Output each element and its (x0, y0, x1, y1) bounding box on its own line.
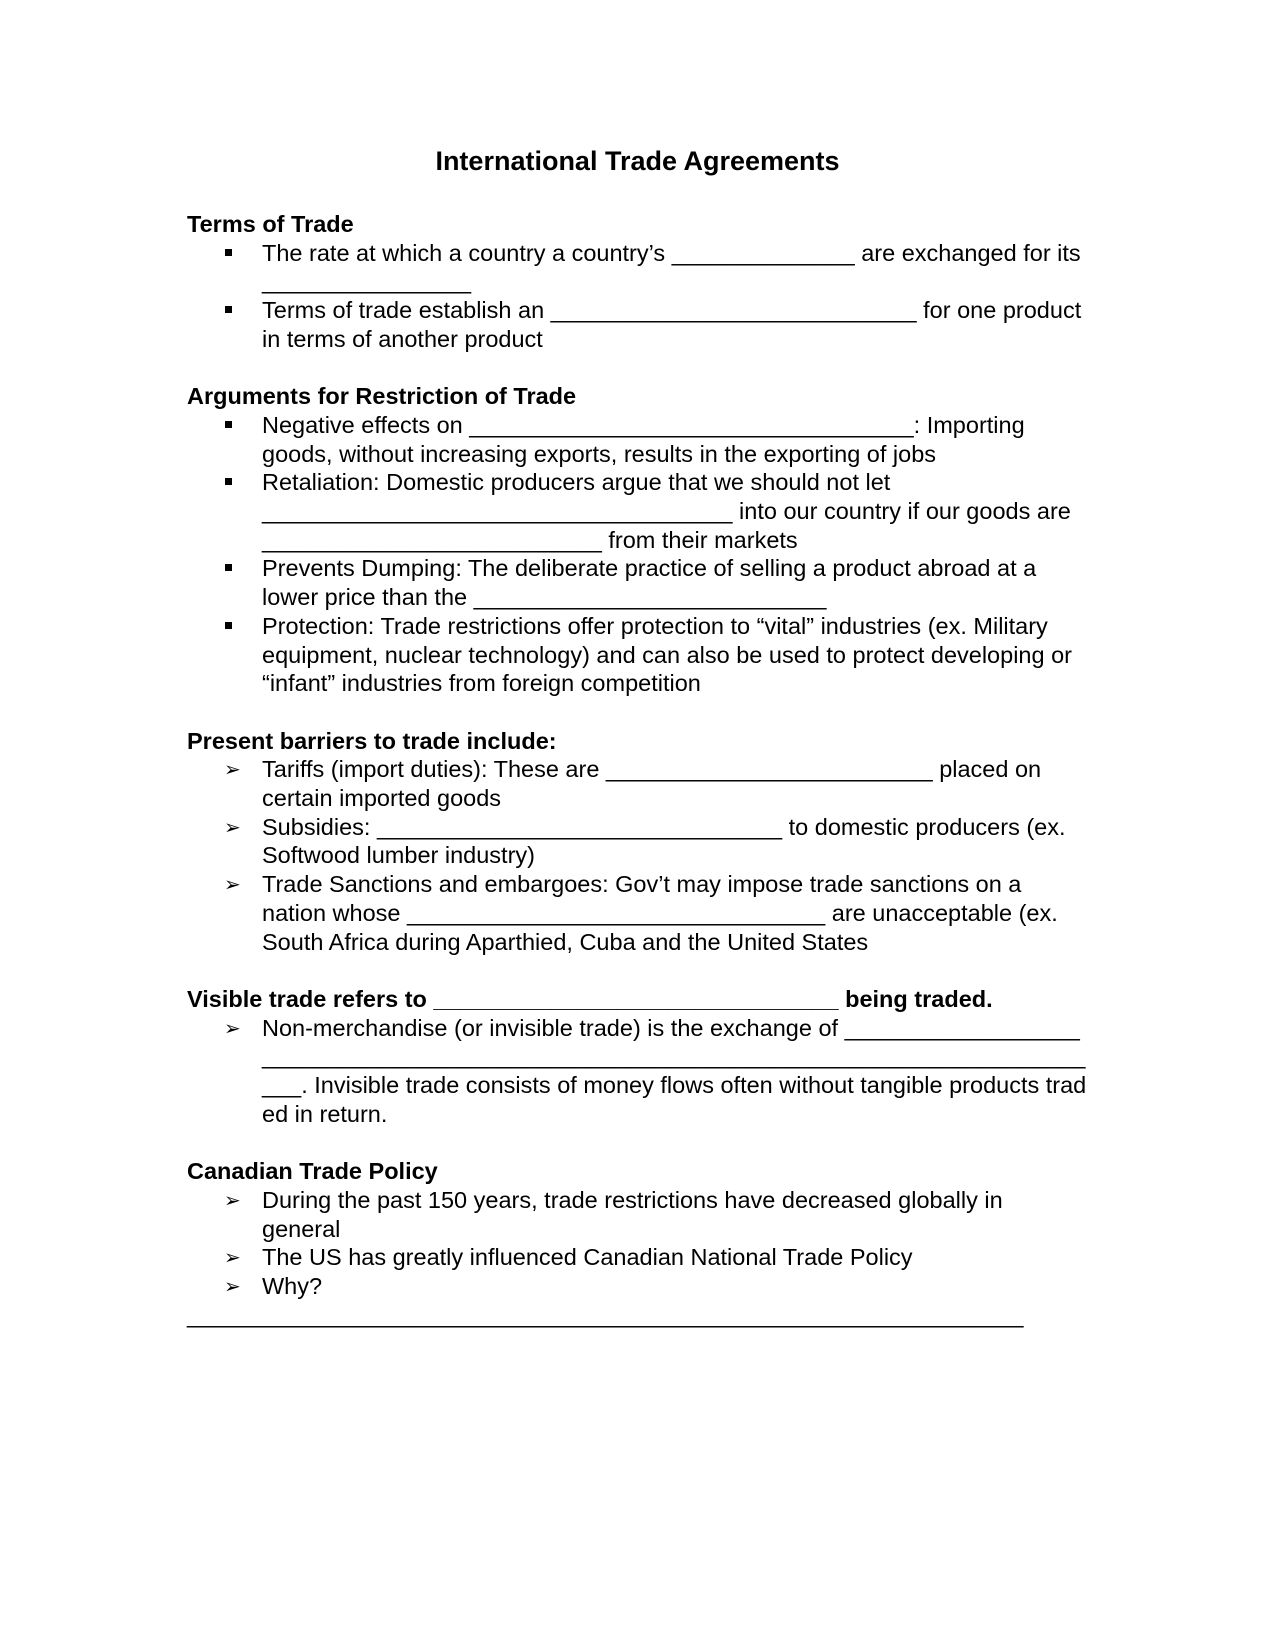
list-item (187, 554, 1087, 611)
arrow-bullet-icon: ➢ (224, 814, 241, 839)
list-item (187, 755, 1087, 812)
list-item (187, 1186, 1087, 1243)
list-item-text: Non-merchandise (or invisible trade) is the exchange of ____________________________________________________________________________________. Invisible trade consists of money flows often without tangible products traded in return. (262, 1014, 1087, 1127)
section-heading: Visible trade refers to _______________________________ being traded. (187, 985, 993, 1012)
list-item (187, 411, 1087, 468)
section-visible-trade (187, 985, 1087, 1129)
page-title: International Trade Agreements (435, 146, 840, 176)
section-canadian-trade-policy (187, 1157, 1087, 1329)
list-item-text: Prevents Dumping: The deliberate practice of selling a product abroad at a lower price than the ___________________________ (262, 555, 1037, 611)
bullet-list (187, 1186, 1087, 1301)
list-item-text: During the past 150 years, trade restrictions have decreased globally in general (262, 1186, 1003, 1242)
list-item-text: Terms of trade establish an ____________________________ for one product in terms of another product (262, 297, 1082, 352)
section-arguments-for-restriction (187, 382, 1087, 698)
arrow-bullet-icon: ➢ (224, 1245, 241, 1270)
section-terms-of-trade (187, 210, 1087, 354)
answer-blank-line: ________________________________________________________________ (187, 1301, 1024, 1328)
list-item (187, 1014, 1087, 1129)
bullet-list (187, 1014, 1087, 1129)
section-heading: Arguments for Restriction of Trade (187, 383, 577, 410)
arrow-bullet-icon: ➢ (224, 757, 241, 782)
list-item-text: Retaliation: Domestic producers argue that we should not let ____________________________________ into our country if our goods are __________________________ from their markets (262, 469, 1071, 553)
section-heading: Terms of Trade (187, 211, 354, 237)
list-item-text: Protection: Trade restrictions offer protection to “vital” industries (ex. Military equipment, nuclear technology) and can also be used to protect developing or “infant” industries from foreign competition (262, 612, 1072, 697)
arrow-bullet-icon: ➢ (224, 872, 241, 897)
list-item (187, 468, 1087, 554)
arrow-bullet-icon: ➢ (224, 1015, 241, 1040)
list-item (187, 813, 1087, 870)
list-item-text: Tariffs (import duties): These are _________________________ placed on certain imported goods (262, 756, 1042, 812)
section-heading: Canadian Trade Policy (187, 1158, 438, 1185)
list-item (187, 239, 1087, 296)
bullet-list (187, 755, 1087, 956)
list-item-text: Negative effects on __________________________________: Importing goods, without increasing exports, results in the exporting of jobs (262, 411, 1025, 467)
list-item (187, 1272, 1087, 1301)
arrow-bullet-icon: ➢ (224, 1273, 241, 1298)
arrow-bullet-icon: ➢ (224, 1187, 241, 1212)
list-item-text: The rate at which a country a country’s ______________ are exchanged for its ________________ (262, 239, 1081, 295)
list-item-text: The US has greatly influenced Canadian National Trade Policy (262, 1244, 913, 1271)
bullet-list (187, 239, 1087, 354)
list-item (187, 296, 1087, 353)
list-item-text: Why? (262, 1272, 323, 1299)
section-present-barriers (187, 727, 1087, 957)
bullet-list (187, 411, 1087, 698)
list-item (187, 870, 1087, 956)
document-body (187, 210, 1087, 1329)
list-item-text: Trade Sanctions and embargoes: Gov’t may impose trade sanctions on a nation whose ________________________________ are unacceptable (ex. South Africa during Aparthied, Cuba and the United States (262, 871, 1058, 955)
list-item-text: Subsidies: _______________________________ to domestic producers (ex. Softwood lumber industry) (262, 813, 1066, 869)
list-item (187, 1243, 1087, 1272)
list-item (187, 612, 1087, 698)
section-heading: Present barriers to trade include: (187, 727, 557, 754)
